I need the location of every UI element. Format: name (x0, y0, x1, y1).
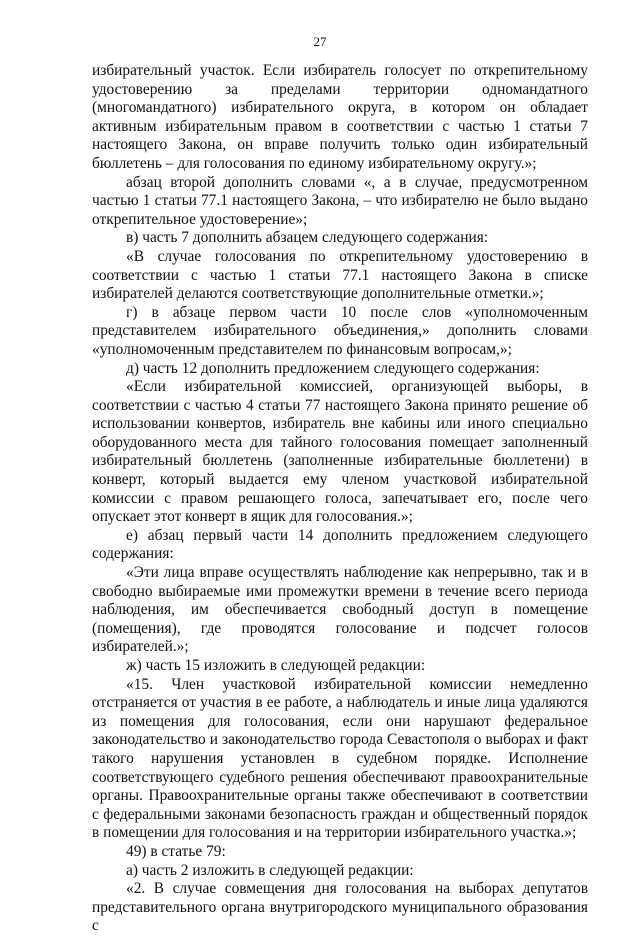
paragraph: «Эти лица вправе осуществлять наблюдение как непрерывно, так и в свободно выбираемые ими промежутки времени в течение всего периода наблюдения, им обеспечивается свободный доступ в помещение (помещения), где проводятся голосование и подсчет голосов избирателей.»; (92, 564, 588, 656)
paragraph: 49) в статье 79: (126, 842, 226, 860)
paragraph: г) в абзаце первом части 10 после слов «уполномоченным представителем избирательного объединения,» дополнить словами «уполномоченным представителем по финансовым вопросам,»; (92, 303, 588, 358)
paragraph: «2. В случае совмещения дня голосования на выборах депутатов представительного органа внутригородского муниципального образования с (92, 880, 588, 935)
paragraph: а) часть 2 изложить в следующей редакции: (126, 861, 414, 879)
paragraph: ж) часть 15 изложить в следующей редакции: (126, 657, 426, 674)
paragraph: абзац второй дополнить словами «, а в случае, предусмотренном частью 1 статьи 77.1 настоящего Закона, – что избирателю не было выдано открепительное удостоверение»; (92, 173, 588, 228)
paragraph: «Если избирательной комиссией, организующей выборы, в соответствии с частью 4 статьи 77 настоящего Закона принято решение об использовании конвертов, избиратель вне кабины или иного специально оборудованного места для тайного голосования помещает заполненный избирательный бюллетень (заполненные избирательные бюллетени) в конверт, который выдается ему членом участковой избирательной комиссии с правом решающего голоса, запечатывает его, после чего опускает этот конверт в ящик для голосования.»; (92, 378, 588, 526)
paragraph: е) абзац первый части 14 дополнить предложением следующего содержания: (92, 526, 588, 563)
document-body (92, 62, 588, 936)
paragraph: д) часть 12 дополнить предложением следующего содержания: (126, 359, 540, 377)
paragraph: «15. Член участковой избирательной комиссии немедленно отстраняется от участия в ее работе, а наблюдатель и иные лица удаляются из помещения для голосования, если они нарушают федеральное законодательство и законодательство города Севастополя о выборах и факт такого нарушения установлен в судебном порядке. Исполнение соответствующего судебного решения обеспечивают правоохранительные органы. Правоохранительные органы также обеспечивают в соответствии с федеральными законами безопасность граждан и общественный порядок в помещении для голосования и на территории избирательного участка.»; (92, 675, 588, 842)
page-number: 27 (313, 34, 327, 49)
paragraph: избирательный участок. Если избиратель голосует по открепительному удостоверению за пределами территории одномандатного (многомандатного) избирательного округа, в котором он обладает активным избирательным правом в соответствии с частью 1 статьи 7 настоящего Закона, он вправе получить только один избирательный бюллетень – для голосования по единому избирательному округу.»; (92, 62, 588, 172)
paragraph: в) часть 7 дополнить абзацем следующего содержания: (126, 229, 489, 247)
paragraph: «В случае голосования по открепительному удостоверению в соответствии с частью 1 статьи 77.1 настоящего Закона в списке избирателей делаются соответствующие дополнительные отметки.»; (92, 247, 588, 303)
